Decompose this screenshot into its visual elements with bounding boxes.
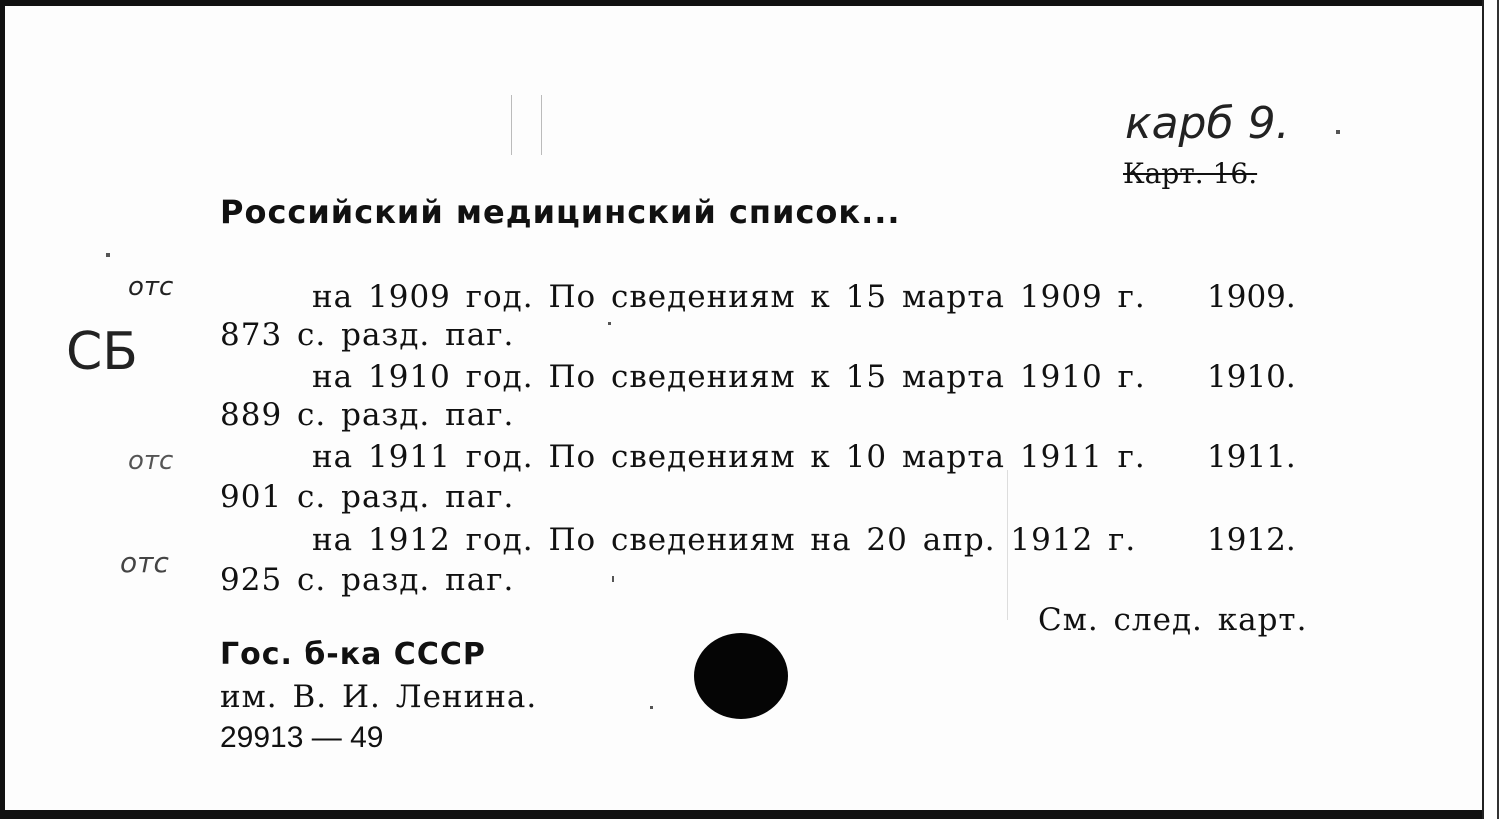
entry-pages: 901 с. разд. паг. <box>220 479 515 515</box>
scan-border-left <box>0 0 5 819</box>
margin-note: отс <box>120 546 169 579</box>
scan-speck <box>1336 130 1340 134</box>
punch-hole <box>694 633 788 719</box>
card-code: 29913 — 49 <box>220 721 384 754</box>
scan-artifact-line <box>541 95 542 155</box>
entry-year: 1910. <box>1207 359 1296 395</box>
scan-border-top <box>0 0 1504 6</box>
entry-pages: 925 с. разд. паг. <box>220 562 515 598</box>
scan-border-bottom <box>0 810 1504 819</box>
margin-note: СБ <box>66 322 138 382</box>
scan-speck <box>612 576 614 582</box>
scan-artifact-line <box>511 95 512 155</box>
card-title: Российский медицинский список... <box>220 193 901 231</box>
scan-speck <box>106 253 110 257</box>
scan-border-right <box>1482 0 1504 819</box>
scan-speck <box>650 706 653 709</box>
margin-note: отс <box>128 272 174 302</box>
entry-pages: 873 с. разд. паг. <box>220 317 515 353</box>
entry-line: на 1910 год. По сведениям к 15 марта 1910 г. <box>312 359 1146 395</box>
entry-line: на 1909 год. По сведениям к 15 марта 1909 г. <box>312 279 1146 315</box>
library-name-continued: им. В. И. Ленина. <box>220 679 538 715</box>
library-name: Гос. б-ка СССР <box>220 637 486 672</box>
entry-year: 1912. <box>1207 522 1296 558</box>
entry-year: 1911. <box>1207 439 1296 475</box>
entry-line: на 1912 год. По сведениям на 20 апр. 1912 г. <box>312 522 1137 558</box>
scan-border-right-line <box>1497 0 1499 819</box>
scan-speck <box>608 322 611 325</box>
entry-line: на 1911 год. По сведениям к 10 марта 1911 г. <box>312 439 1146 475</box>
margin-note: отс <box>128 446 174 476</box>
entry-pages: 889 с. разд. паг. <box>220 397 515 433</box>
card-number: Карт. 16. <box>1123 157 1258 190</box>
see-next-card: См. след. карт. <box>1038 602 1308 638</box>
handwritten-card-note: карб 9. <box>1125 98 1290 149</box>
entry-year: 1909. <box>1207 279 1296 315</box>
